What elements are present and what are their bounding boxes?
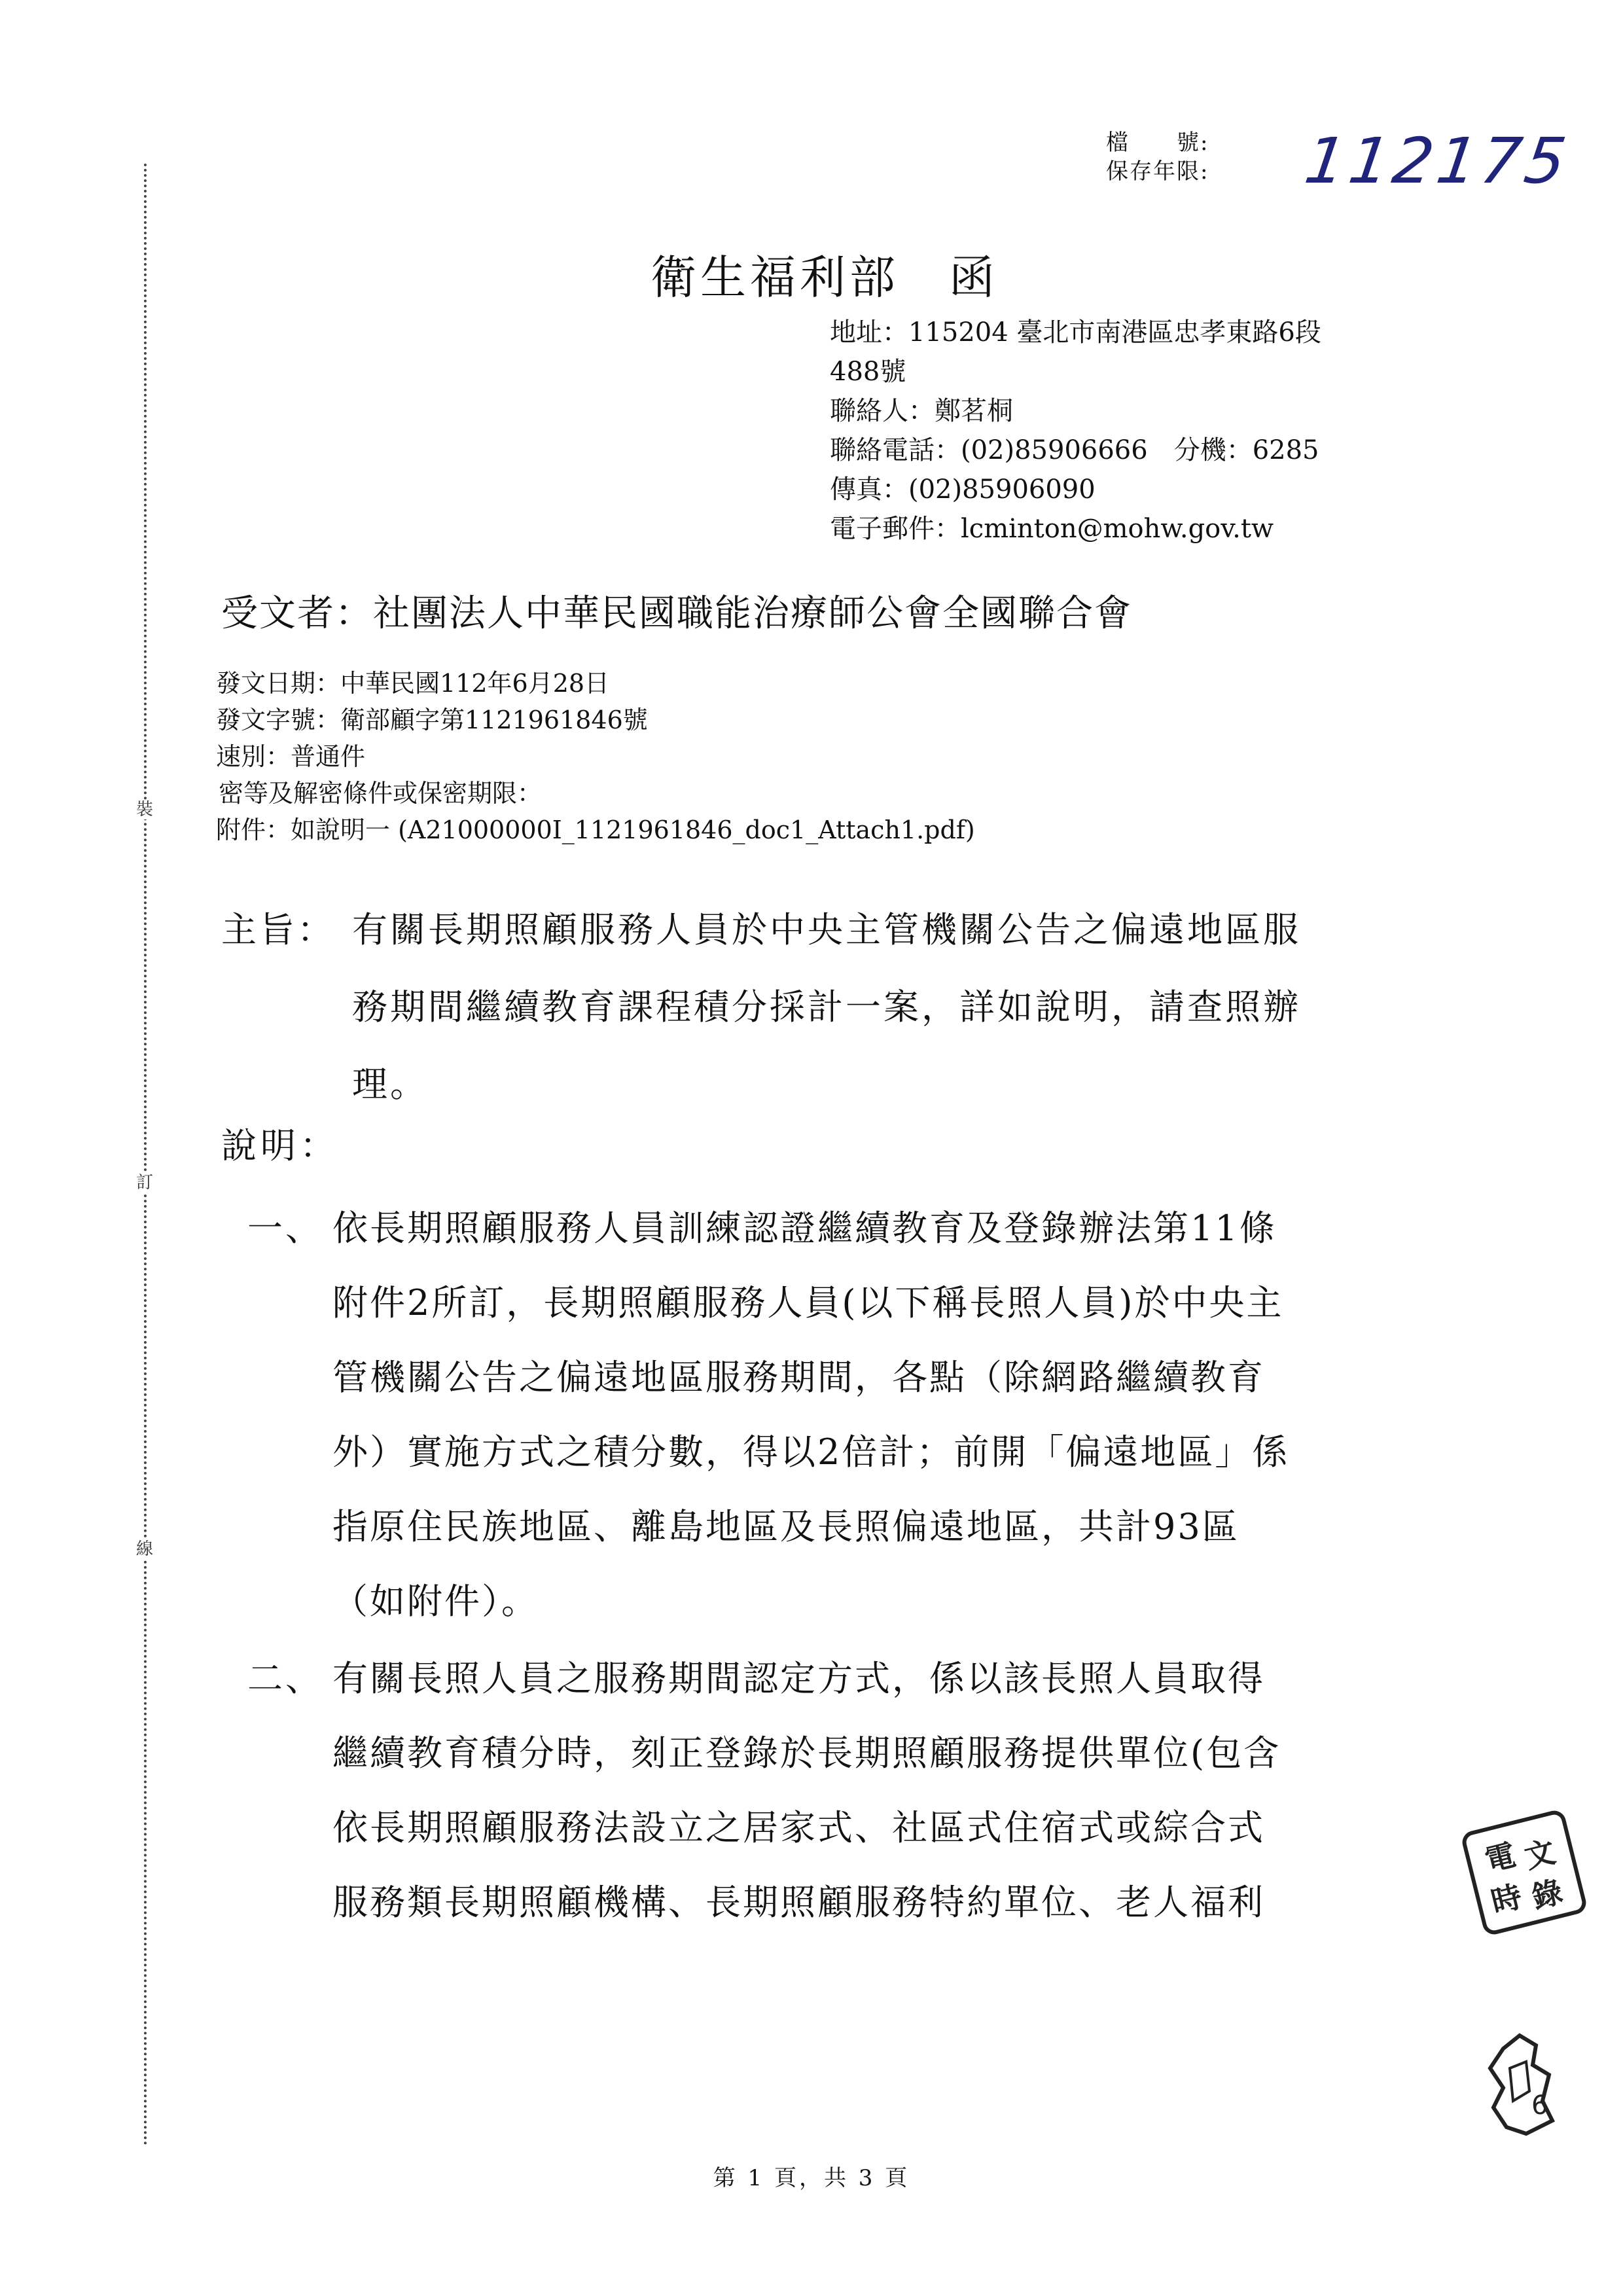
binding-mark-xian: 線	[136, 1539, 154, 1559]
subject-line: 有關長期照顧服務人員於中央主管機關公告之偏遠地區服	[352, 909, 1301, 950]
item-number: 一、	[247, 1208, 323, 1249]
item-line: 繼續教育積分時，刻正登錄於長期照顧服務提供單位(包含	[332, 1732, 1281, 1774]
subject-text	[352, 891, 1419, 1123]
item-line: 外）實施方式之積分數，得以2倍計；前開「偏遠地區」係	[332, 1431, 1290, 1473]
item-line: 附件2所訂，長期照顧服務人員(以下稱長照人員)於中央主	[332, 1282, 1284, 1323]
binding-mark-ding: 訂	[136, 1173, 154, 1193]
subject-line: 務期間繼續教育課程積分採計一案，詳如說明，請查照辦	[352, 986, 1301, 1028]
item-line: 服務類長期照顧機構、長期照顧服務特約單位、老人福利	[332, 1882, 1265, 1923]
svg-text:6: 6	[1531, 2090, 1548, 2121]
address-line-2: 488號	[830, 357, 906, 387]
contact-email: 電子郵件：lcminton@mohw.gov.tw	[830, 514, 1274, 544]
binding-margin-line	[144, 164, 147, 2147]
subject-line: 理。	[352, 1064, 428, 1105]
explanation-label: 說明：	[221, 1125, 339, 1166]
file-no-label: 檔 號:	[1106, 130, 1209, 156]
delivery-speed: 速別：普通件	[216, 742, 366, 771]
item-line: （如附件）。	[332, 1581, 539, 1622]
handwritten-file-number: 112175	[1300, 124, 1575, 198]
contact-phone: 聯絡電話：(02)85906666 分機：6285	[830, 435, 1319, 465]
partial-seal-stamp	[1480, 2029, 1559, 2140]
binding-mark-zhuang: 裝	[136, 800, 154, 819]
document-title: 衛生福利部 函	[651, 251, 999, 304]
item-line: 管機關公告之偏遠地區服務期間，各點（除網路繼續教育	[332, 1357, 1265, 1398]
contact-person: 聯絡人：鄭茗桐	[830, 396, 1013, 426]
issue-date: 發文日期：中華民國112年6月28日	[216, 669, 610, 698]
subject-label: 主旨：	[221, 909, 335, 950]
recipient: 受文者：社團法人中華民國職能治療師公會全國聯合會	[221, 592, 1132, 635]
item-number: 二、	[247, 1658, 323, 1699]
page-footer: 第 1 頁，共 3 頁	[713, 2165, 910, 2191]
document-number: 發文字號：衛部顧字第1121961846號	[216, 706, 648, 734]
item-line: 指原住民族地區、離島地區及長照偏遠地區，共計93區	[332, 1506, 1240, 1547]
item-line: 依長期照顧服務法設立之居家式、社區式住宿式或綜合式	[332, 1807, 1265, 1848]
item-line: 依長期照顧服務人員訓練認證繼續教育及登錄辦法第11條	[332, 1208, 1277, 1249]
retention-label: 保存年限:	[1106, 158, 1209, 185]
attachment: 附件：如說明一 (A21000000I_1121961846_doc1_Attach1.pdf)	[216, 816, 975, 844]
address-line-1: 地址：115204 臺北市南港區忠孝東路6段	[830, 317, 1321, 348]
secrecy-level: 密等及解密條件或保密期限：	[219, 779, 543, 808]
item-line: 有關長照人員之服務期間認定方式，係以該長照人員取得	[332, 1658, 1265, 1699]
file-info	[1106, 128, 1209, 186]
document-meta	[216, 665, 975, 848]
receipt-stamp: 電 文 時 錄	[1460, 1808, 1588, 1937]
contact-block	[830, 313, 1321, 548]
contact-fax: 傳真：(02)85906090	[830, 475, 1096, 505]
